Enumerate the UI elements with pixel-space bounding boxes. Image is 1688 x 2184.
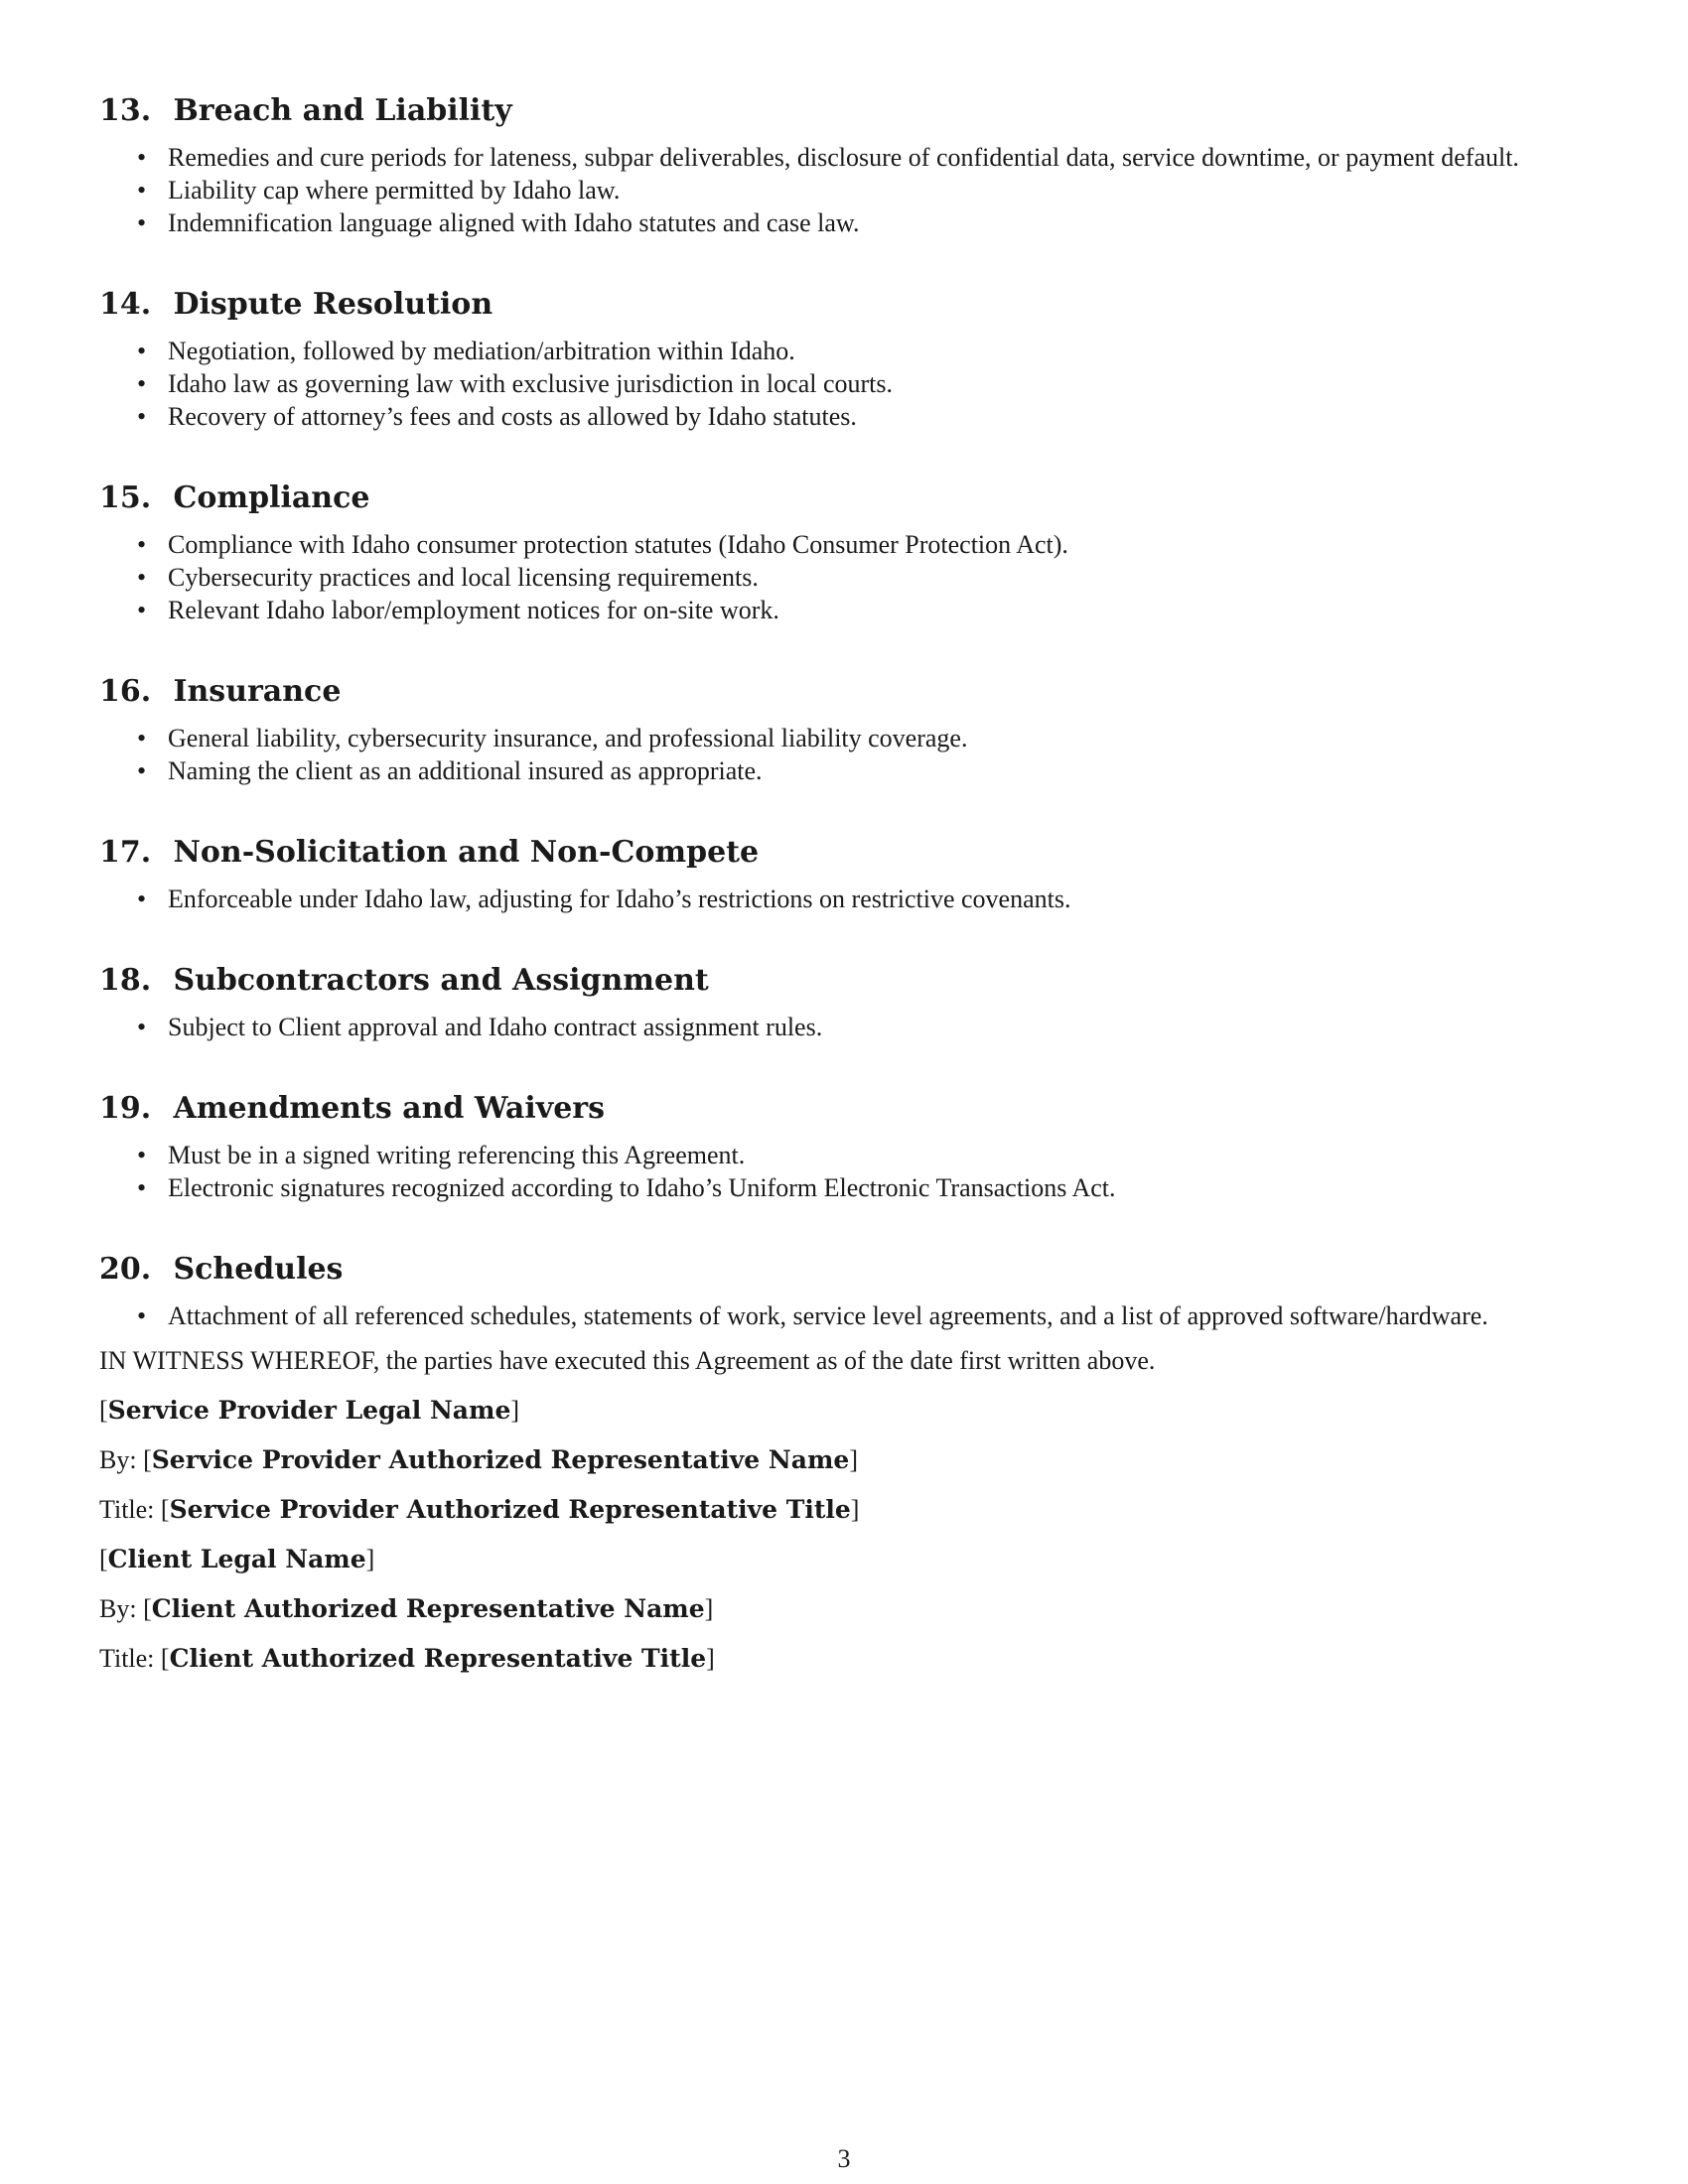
list-item — [99, 141, 1589, 174]
list-item-text: Idaho law as governing law with exclusive jurisdiction in local courts. — [168, 369, 893, 398]
section-title: Amendments and Waivers — [173, 1091, 605, 1126]
bullet-icon: • — [137, 176, 147, 205]
close-bracket: ] — [704, 1594, 714, 1623]
provider-rep-name-line — [99, 1443, 1589, 1476]
list-item-text: Remedies and cure periods for lateness, subpar deliverables, disclosure of confidential data, service downtime, or payment default. — [168, 143, 1519, 172]
section-heading — [99, 89, 1589, 133]
bullet-list — [99, 1299, 1589, 1332]
bullet-list — [99, 1011, 1589, 1043]
section-heading — [99, 959, 1589, 1003]
list-item — [99, 1139, 1589, 1171]
list-item — [99, 335, 1589, 367]
provider-legal-name-line — [99, 1394, 1589, 1427]
provider-rep-name: Service Provider Authorized Representative Name — [151, 1445, 850, 1474]
section-number: 19. — [99, 1091, 152, 1126]
client-legal-name-line — [99, 1543, 1589, 1575]
list-item — [99, 1171, 1589, 1204]
client-rep-name-line — [99, 1592, 1589, 1625]
list-item — [99, 594, 1589, 626]
bullet-list — [99, 528, 1589, 626]
section-heading — [99, 670, 1589, 714]
section-number: 20. — [99, 1252, 152, 1287]
bullet-icon: • — [137, 208, 147, 237]
bullet-list — [99, 1139, 1589, 1204]
open-bracket: [ — [160, 1495, 170, 1524]
client-rep-name: Client Authorized Representative Name — [151, 1594, 705, 1623]
client-rep-title-line — [99, 1642, 1589, 1675]
bullet-icon: • — [137, 369, 147, 398]
bullet-icon: • — [137, 1141, 147, 1169]
list-item-text: Must be in a signed writing referencing this Agreement. — [168, 1141, 746, 1169]
title-label: Title: — [99, 1495, 155, 1524]
open-bracket: [ — [160, 1644, 170, 1673]
bullet-icon: • — [137, 1173, 147, 1202]
section-heading — [99, 831, 1589, 875]
document-page — [99, 89, 1589, 1675]
bullet-list — [99, 141, 1589, 239]
list-item-text: General liability, cybersecurity insurance, and professional liability coverage. — [168, 724, 968, 752]
section-14 — [99, 283, 1589, 433]
section-heading — [99, 283, 1589, 327]
list-item-text: Liability cap where permitted by Idaho law. — [168, 176, 621, 205]
section-15 — [99, 477, 1589, 626]
list-item — [99, 206, 1589, 239]
list-item-text: Relevant Idaho labor/employment notices for on-site work. — [168, 596, 779, 624]
list-item — [99, 367, 1589, 400]
bullet-icon: • — [137, 1301, 147, 1330]
bullet-icon: • — [137, 143, 147, 172]
section-title: Compliance — [173, 480, 370, 515]
list-item-text: Naming the client as an additional insured as appropriate. — [168, 756, 763, 785]
list-item-text: Enforceable under Idaho law, adjusting for Idaho’s restrictions on restrictive covenants. — [168, 885, 1071, 913]
bullet-list — [99, 335, 1589, 433]
bullet-icon: • — [137, 596, 147, 624]
bullet-icon: • — [137, 885, 147, 913]
list-item — [99, 1299, 1589, 1332]
list-item — [99, 528, 1589, 561]
bullet-icon: • — [137, 1013, 147, 1041]
list-item-text: Negotiation, followed by mediation/arbitration within Idaho. — [168, 337, 795, 365]
section-number: 17. — [99, 835, 152, 870]
list-item — [99, 883, 1589, 915]
provider-rep-title: Service Provider Authorized Representative Title — [169, 1495, 851, 1524]
list-item — [99, 754, 1589, 787]
list-item-text: Indemnification language aligned with Idaho statutes and case law. — [168, 208, 860, 237]
section-number: 13. — [99, 93, 152, 128]
by-label: By: — [99, 1445, 137, 1474]
section-heading — [99, 477, 1589, 520]
section-heading — [99, 1248, 1589, 1292]
provider-rep-title-line — [99, 1493, 1589, 1526]
by-label: By: — [99, 1594, 137, 1623]
provider-legal-name: Service Provider Legal Name — [107, 1396, 511, 1425]
close-bracket: ] — [850, 1495, 860, 1524]
page-number: 3 — [837, 2144, 851, 2173]
close-bracket: ] — [849, 1445, 858, 1474]
bullet-icon: • — [137, 563, 147, 592]
list-item-text: Recovery of attorney’s fees and costs as allowed by Idaho statutes. — [168, 402, 857, 431]
bullet-list — [99, 722, 1589, 787]
client-rep-title: Client Authorized Representative Title — [169, 1644, 707, 1673]
list-item — [99, 1011, 1589, 1043]
client-legal-name: Client Legal Name — [107, 1545, 366, 1573]
title-label: Title: — [99, 1644, 155, 1673]
section-title: Dispute Resolution — [173, 287, 493, 322]
close-bracket: ] — [706, 1644, 715, 1673]
list-item — [99, 722, 1589, 754]
bullet-icon: • — [137, 402, 147, 431]
close-bracket: ] — [510, 1396, 520, 1425]
section-number: 16. — [99, 674, 152, 709]
close-bracket: ] — [365, 1545, 375, 1573]
bullet-icon: • — [137, 337, 147, 365]
list-item — [99, 400, 1589, 433]
list-item — [99, 174, 1589, 206]
open-bracket: [ — [99, 1396, 108, 1425]
list-item-text: Cybersecurity practices and local licensing requirements. — [168, 563, 759, 592]
section-18 — [99, 959, 1589, 1043]
bullet-icon: • — [137, 724, 147, 752]
bullet-icon: • — [137, 530, 147, 559]
list-item — [99, 561, 1589, 594]
section-20 — [99, 1248, 1589, 1332]
section-heading — [99, 1087, 1589, 1131]
section-title: Schedules — [173, 1252, 344, 1287]
open-bracket: [ — [143, 1445, 152, 1474]
section-13 — [99, 89, 1589, 239]
list-item-text: Electronic signatures recognized according to Idaho’s Uniform Electronic Transactions Act. — [168, 1173, 1116, 1202]
list-item-text: Compliance with Idaho consumer protection statutes (Idaho Consumer Protection Act). — [168, 530, 1068, 559]
witness-paragraph: IN WITNESS WHEREOF, the parties have executed this Agreement as of the date first written above. — [99, 1346, 1156, 1375]
section-title: Breach and Liability — [173, 93, 512, 128]
section-16 — [99, 670, 1589, 787]
section-title: Subcontractors and Assignment — [173, 963, 709, 998]
bullet-list — [99, 883, 1589, 915]
open-bracket: [ — [99, 1545, 108, 1573]
open-bracket: [ — [143, 1594, 152, 1623]
section-number: 14. — [99, 287, 152, 322]
bullet-icon: • — [137, 756, 147, 785]
section-19 — [99, 1087, 1589, 1204]
section-title: Insurance — [173, 674, 342, 709]
list-item-text: Attachment of all referenced schedules, statements of work, service level agreements, and a list of approved software/hardware. — [168, 1301, 1488, 1330]
section-number: 15. — [99, 480, 152, 515]
list-item-text: Subject to Client approval and Idaho contract assignment rules. — [168, 1013, 823, 1041]
section-title: Non-Solicitation and Non-Compete — [173, 835, 760, 870]
section-number: 18. — [99, 963, 152, 998]
section-17 — [99, 831, 1589, 915]
